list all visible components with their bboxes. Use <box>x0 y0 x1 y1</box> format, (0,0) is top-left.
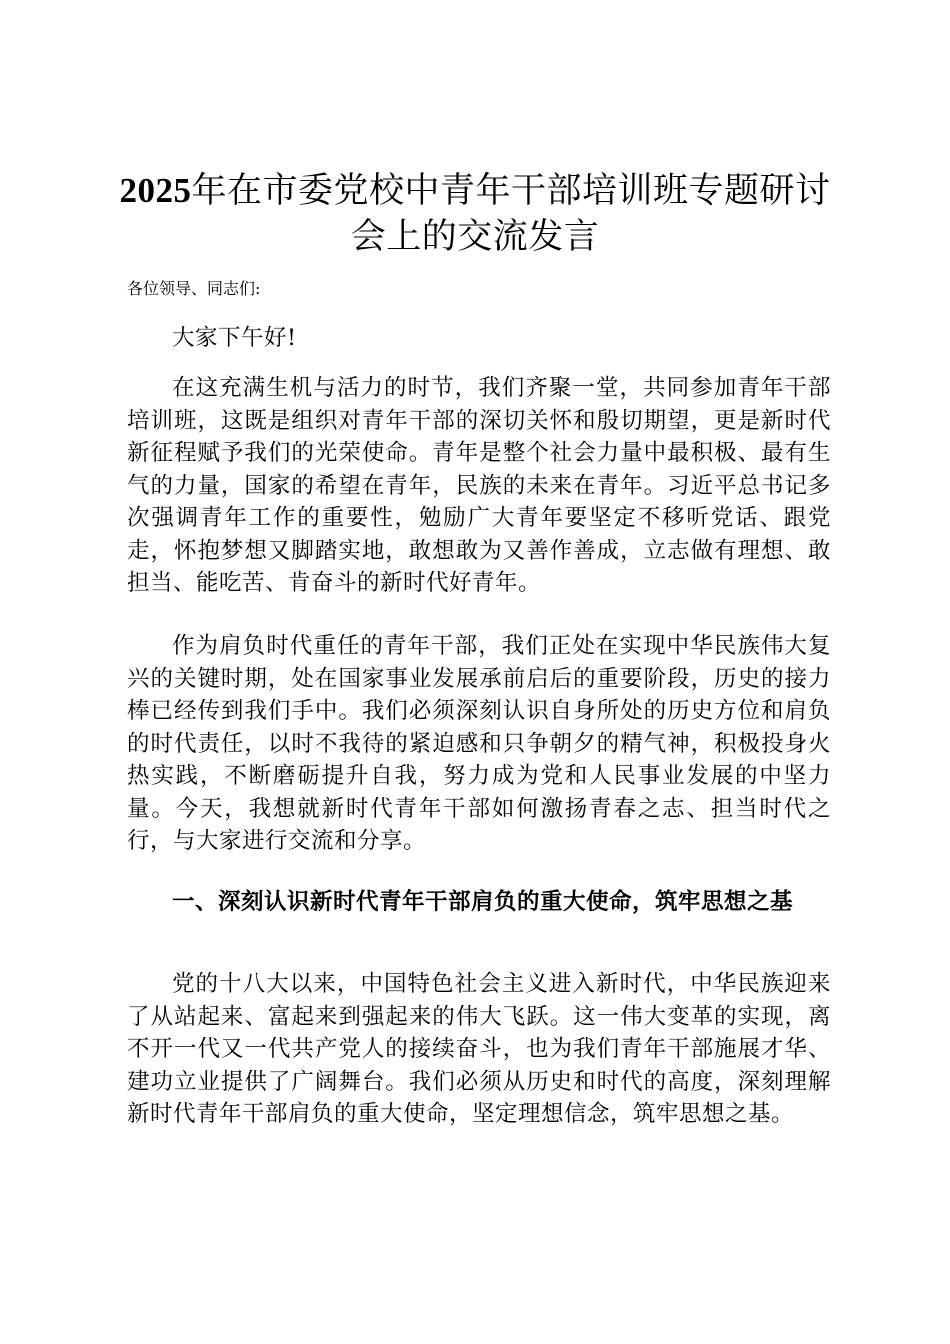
paragraph-1: 在这充满生机与活力的时节，我们齐聚一堂，共同参加青年干部培训班，这既是组织对青年干部的深切关怀和殷切期望，更是新时代新征程赋予我们的光荣使命。青年是整个社会力量中最积极、最有生气的力量，国家的希望在青年，民族的未来在青年。习近平总书记多次强调青年工作的重要性，勉励广大青年要坚定不移听党话、跟党走，怀抱梦想又脚踏实地，敢想敢为又善作善成，立志做有理想、敢担当、能吃苦、肯奋斗的新时代好青年。 <box>127 375 831 596</box>
section-1-heading: 一、深刻认识新时代青年干部肩负的重大使命，筑牢思想之基 <box>172 889 794 915</box>
title-year: 2025 <box>119 171 192 210</box>
document-title <box>110 168 840 260</box>
paragraph-3: 党的十八大以来，中国特色社会主义进入新时代，中华民族迎来了从站起来、富起来到强起来的伟大飞跃。这一伟大变革的实现，离不开一代又一代共产党人的接续奋斗，也为我们青年干部施展才华、建功立业提供了广阔舞台。我们必须从历史和时代的高度，深刻理解新时代青年干部肩负的重大使命，坚定理想信念，筑牢思想之基。 <box>127 971 831 1127</box>
salutation: 各位领导、同志们: <box>127 279 261 298</box>
greeting: 大家下午好! <box>172 325 297 351</box>
paragraph-2: 作为肩负时代重任的青年干部，我们正处在实现中华民族伟大复兴的关键时期，处在国家事业发展承前启后的重要阶段，历史的接力棒已经传到我们手中。我们必须深刻认识自身所处的历史方位和肩负的时代责任，以时不我待的紧迫感和只争朝夕的精气神，积极投身火热实践，不断磨砺提升自我，努力成为党和人民事业发展的中坚力量。今天，我想就新时代青年干部如何激扬青春之志、担当时代之行，与大家进行交流和分享。 <box>127 633 831 854</box>
title-text: 年在市委党校中青年干部培训班专题研讨会上的交流发言 <box>191 171 831 257</box>
